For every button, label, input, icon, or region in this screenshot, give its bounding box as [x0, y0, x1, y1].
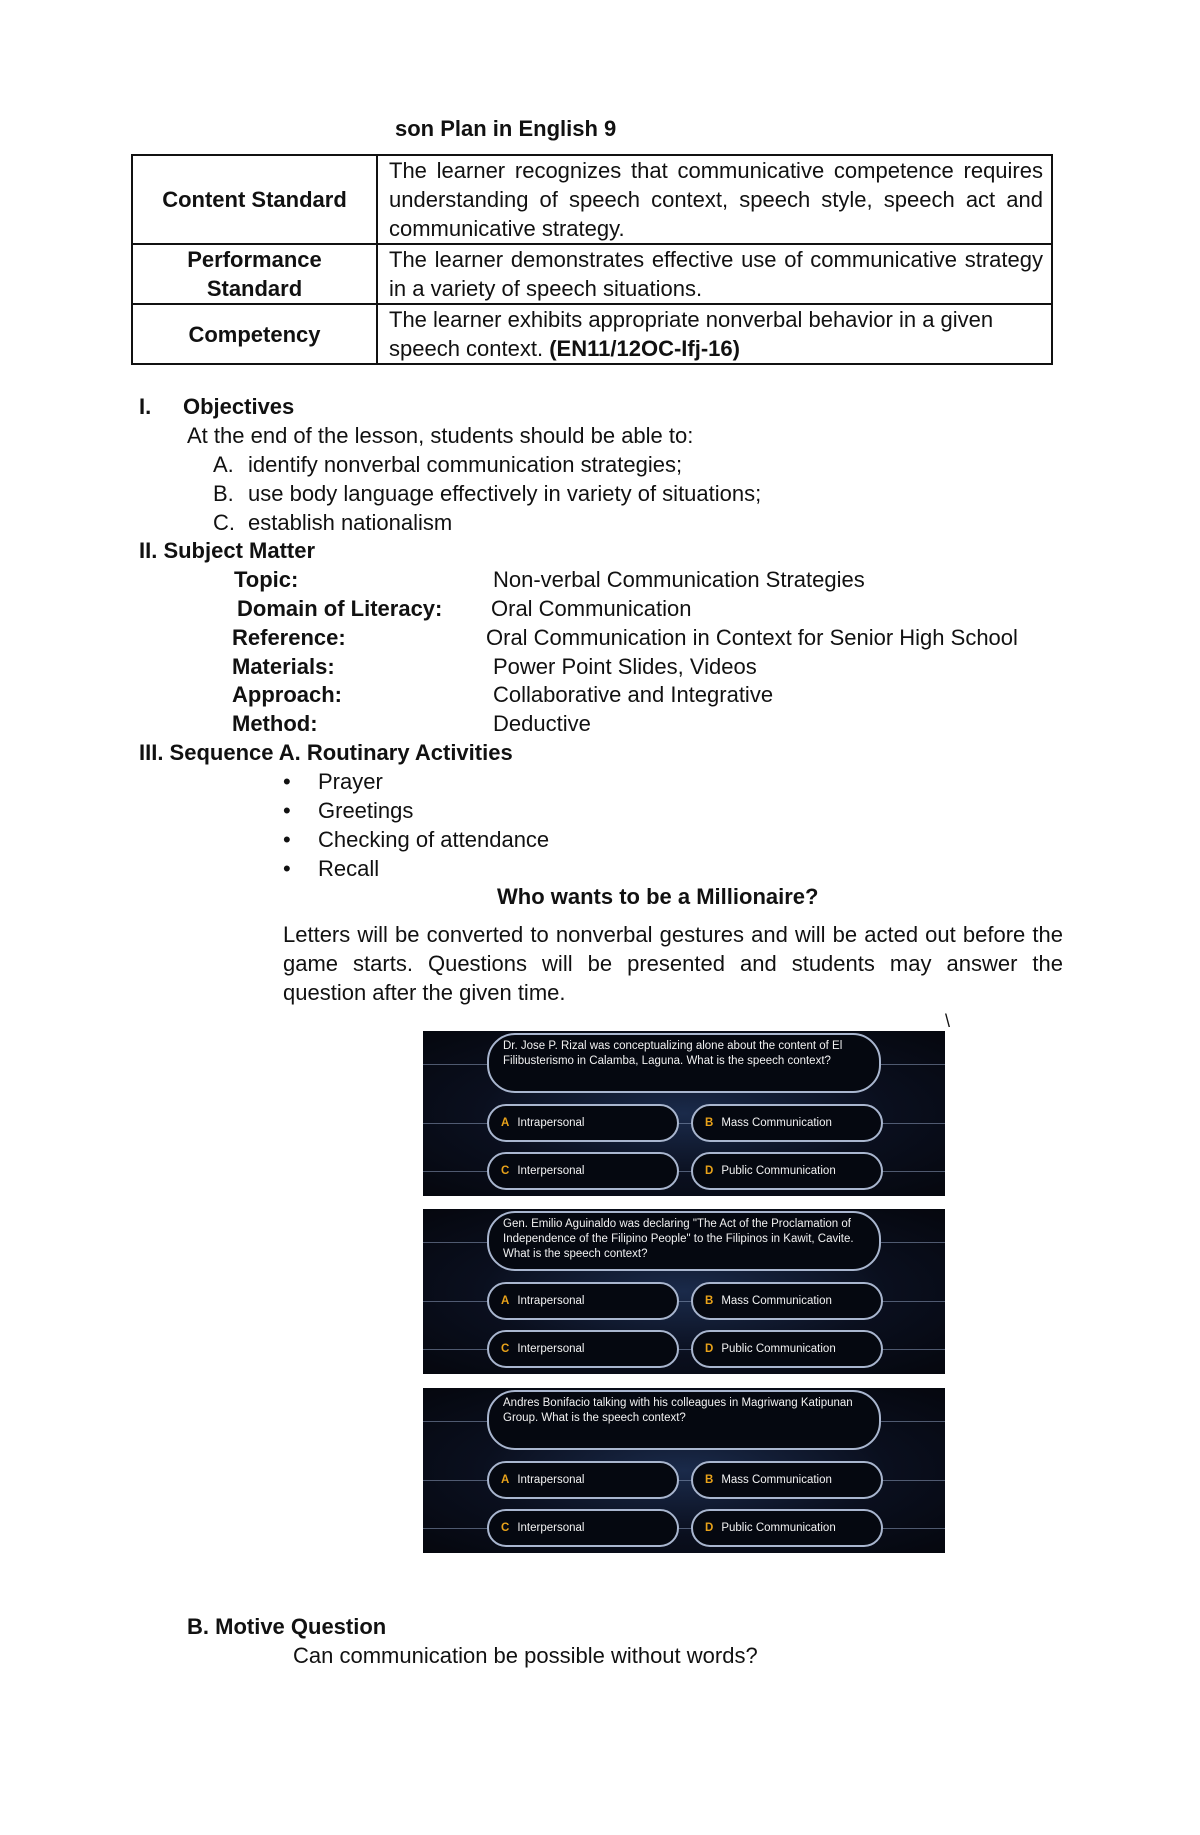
objective-text-b: use body language effectively in variety of situations; — [248, 481, 762, 506]
motive-question: Can communication be possible without words? — [293, 1643, 758, 1668]
stray-mark: \ — [945, 1011, 951, 1031]
page-title: son Plan in English 9 — [395, 116, 617, 141]
performance-standard-text: The learner demonstrates effective use of communicative strategy in a variety of speech situations. — [377, 244, 1052, 304]
answer-letter: A — [501, 1295, 510, 1307]
approach-label: Approach: — [232, 682, 342, 707]
answer-text: Public Communication — [721, 1343, 836, 1355]
objectives-intro: At the end of the lesson, students should be able to: — [187, 423, 694, 448]
sequence-heading: III. Sequence A. Routinary Activities — [139, 740, 513, 765]
competency-cell — [377, 304, 1052, 364]
objectives-number: I. — [139, 394, 152, 419]
objective-letter-a: A. — [213, 452, 234, 477]
answer-text: Mass Communication — [721, 1474, 832, 1486]
answer-text: Mass Communication — [721, 1117, 832, 1129]
quiz-answer — [691, 1282, 883, 1320]
quiz-answer — [691, 1104, 883, 1142]
quiz-answer — [691, 1509, 883, 1547]
approach-value: Collaborative and Integrative — [493, 682, 774, 707]
reference-label: Reference: — [232, 625, 346, 650]
quiz-answer — [487, 1104, 679, 1142]
quiz-question: Gen. Emilio Aguinaldo was declaring "The Act of the Proclamation of Independence of the Filipino People" to the Filipinos in Kawit, Cavite. What is the speech context? — [487, 1211, 881, 1271]
quiz-slide — [423, 1388, 945, 1553]
quiz-answer — [691, 1461, 883, 1499]
answer-letter: C — [501, 1165, 510, 1177]
objectives-heading: Objectives — [183, 394, 295, 419]
bullet-item: Prayer — [318, 769, 383, 794]
quiz-answer — [487, 1330, 679, 1368]
answer-letter: B — [705, 1474, 714, 1486]
topic-value: Non-verbal Communication Strategies — [493, 567, 865, 592]
objective-text-a: identify nonverbal communication strategies; — [248, 452, 683, 477]
bullet-item: Recall — [318, 856, 380, 881]
bullet-item: Checking of attendance — [318, 827, 550, 852]
performance-label-line-2: Standard — [206, 276, 303, 301]
answer-text: Public Communication — [721, 1522, 836, 1534]
motive-heading: B. Motive Question — [187, 1614, 387, 1639]
quiz-slide — [423, 1209, 945, 1374]
answer-letter: D — [705, 1343, 714, 1355]
answer-text: Mass Communication — [721, 1295, 832, 1307]
quiz-answer — [487, 1282, 679, 1320]
content-standard-text: The learner recognizes that communicative competence requires understanding of speech context, speech style, speech act and communicative strategy. — [377, 155, 1052, 244]
objective-letter-b: B. — [213, 481, 234, 506]
quiz-answer — [691, 1152, 883, 1190]
reference-value: Oral Communication in Context for Senior High School — [486, 625, 1018, 650]
bullet-dot: • — [283, 798, 291, 823]
method-label: Method: — [232, 711, 318, 736]
answer-letter: B — [705, 1295, 714, 1307]
content-standard-label: Content Standard — [132, 155, 377, 244]
game-description: Letters will be converted to nonverbal gestures and will be acted out before the game starts. Questions will be presented and students may answer the question after the given time. — [283, 922, 1063, 1005]
performance-standard-label — [132, 244, 377, 304]
answer-text: Intrapersonal — [517, 1295, 585, 1307]
quiz-answer — [487, 1152, 679, 1190]
quiz-question: Dr. Jose P. Rizal was conceptualizing alone about the content of El Filibusterismo in Calamba, Laguna. What is the speech context? — [487, 1033, 881, 1093]
answer-letter: C — [501, 1522, 510, 1534]
answer-text: Intrapersonal — [517, 1474, 585, 1486]
objective-letter-c: C. — [213, 510, 235, 535]
answer-text: Interpersonal — [517, 1522, 585, 1534]
materials-value: Power Point Slides, Videos — [493, 654, 757, 679]
objective-text-c: establish nationalism — [248, 510, 453, 535]
answer-letter: A — [501, 1117, 510, 1129]
topic-label: Topic: — [234, 567, 299, 592]
quiz-answer — [487, 1509, 679, 1547]
bullet-dot: • — [283, 856, 291, 881]
quiz-slide — [423, 1031, 945, 1196]
bullet-dot: • — [283, 827, 291, 852]
competency-code: (EN11/12OC-Ifj-16) — [549, 336, 740, 361]
domain-value: Oral Communication — [491, 596, 692, 621]
answer-text: Interpersonal — [517, 1343, 585, 1355]
subject-matter-heading: II. Subject Matter — [139, 538, 316, 563]
competency-text: The learner exhibits appropriate nonverbal behavior in a given speech context. — [389, 307, 994, 361]
standards-table — [131, 154, 1053, 365]
method-value: Deductive — [493, 711, 591, 736]
materials-label: Materials: — [232, 654, 335, 679]
performance-label-line-1: Performance — [187, 247, 322, 272]
quiz-answer — [691, 1330, 883, 1368]
quiz-answer — [487, 1461, 679, 1499]
answer-letter: D — [705, 1165, 714, 1177]
bullet-item: Greetings — [318, 798, 414, 823]
competency-label: Competency — [132, 304, 377, 364]
game-title: Who wants to be a Millionaire? — [497, 884, 819, 909]
domain-label: Domain of Literacy: — [237, 596, 443, 621]
answer-text: Intrapersonal — [517, 1117, 585, 1129]
answer-letter: A — [501, 1474, 510, 1486]
answer-letter: C — [501, 1343, 510, 1355]
bullet-dot: • — [283, 769, 291, 794]
answer-letter: B — [705, 1117, 714, 1129]
answer-text: Interpersonal — [517, 1165, 585, 1177]
quiz-question: Andres Bonifacio talking with his colleagues in Magriwang Katipunan Group. What is the speech context? — [487, 1390, 881, 1450]
answer-text: Public Communication — [721, 1165, 836, 1177]
answer-letter: D — [705, 1522, 714, 1534]
